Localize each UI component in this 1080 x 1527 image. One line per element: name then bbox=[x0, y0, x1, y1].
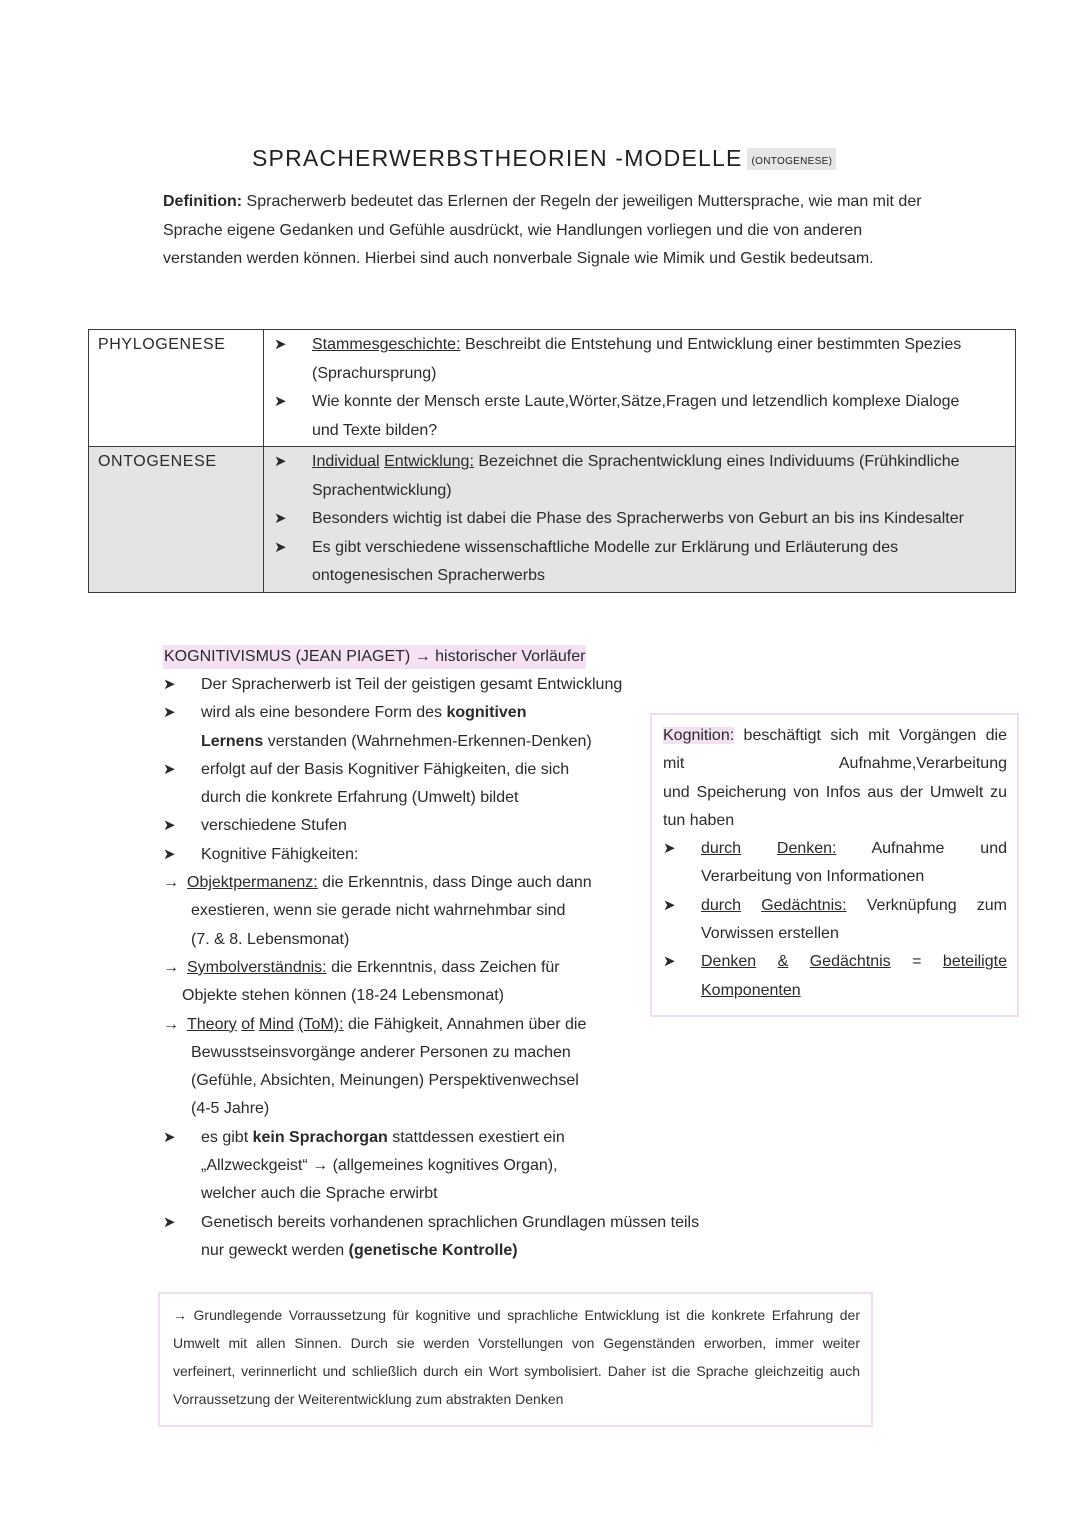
list-item-text: verschiedene Stufen bbox=[201, 817, 347, 835]
term-entwicklung: Entwicklung: bbox=[384, 453, 474, 470]
list-item-text: Beschreibt die Entstehung und Entwicklung einer bestimmten Spezies (Sprachursprung) bbox=[312, 336, 962, 382]
genese-table bbox=[88, 329, 1016, 593]
right-arrow-icon: → bbox=[163, 874, 179, 892]
term-denken: Denken bbox=[701, 953, 757, 971]
term-beteiligte: beteiligte bbox=[942, 953, 1007, 971]
list-item bbox=[163, 1209, 783, 1266]
kognition-definition-cont bbox=[663, 779, 1007, 836]
sub-item-theory-of-mind bbox=[163, 1011, 783, 1124]
arrowhead-bullet-icon: ➤ bbox=[163, 704, 176, 722]
list-item bbox=[264, 534, 1015, 591]
summary-text: → Grundlegende Vorraussetzung für kognitive und sprachliche Entwicklung ist die konkrete Erfahrung der Umwelt mit allen Sinnen. Durch sie werden Vorstellungen von Gegenständen erworben, immer weiter verfeinert, verinnerlicht und schließlich durch ein Wort symbolisiert. Daher ist die Sprache gleichzeitig auch Vorraussetzung der Weiterentwicklung zum abstrakten Denken bbox=[173, 1307, 860, 1407]
arrowhead-bullet-icon: ➤ bbox=[663, 953, 676, 971]
list-item-text: Kognitive Fähigkeiten: bbox=[201, 845, 359, 863]
term-theory: Theory bbox=[187, 1015, 237, 1033]
arrowhead-bullet-icon: ➤ bbox=[163, 817, 176, 835]
term-gedaechtnis: Gedächtnis bbox=[809, 953, 891, 971]
list-item-text: Besonders wichtig ist dabei die Phase des Spracherwerbs von Geburt an bis ins Kindesalter bbox=[312, 510, 964, 527]
list-item-text: durch die konkrete Erfahrung (Umwelt) bildet bbox=[201, 789, 519, 807]
kognition-definition bbox=[663, 722, 1007, 779]
title-main: SPRACHERWERBSTHEORIEN -MODELLE bbox=[252, 145, 743, 171]
term-of: of bbox=[241, 1015, 255, 1033]
term-objektpermanenz: Objektpermanenz: bbox=[187, 874, 318, 892]
list-item-text: Verknüpfung zum Vorwissen erstellen bbox=[701, 896, 1007, 943]
list-item-text: erfolgt auf der Basis Kognitiver Fähigkeiten, die sich bbox=[201, 760, 570, 778]
kognition-box bbox=[650, 713, 1019, 1017]
arrowhead-bullet-icon: ➤ bbox=[163, 1128, 176, 1146]
kognition-text: beschäftigt sich mit Vorgängen die mit Aufnahme,Verarbeitung bbox=[663, 727, 1007, 773]
term-ontogenese: ONTOGENESE bbox=[89, 447, 264, 593]
list-item-text: nur geweckt werden bbox=[201, 1241, 349, 1259]
term-symbolverstaendnis: Symbolverständnis: bbox=[187, 958, 327, 976]
bold-kognitiven: kognitiven bbox=[446, 704, 527, 722]
term-durch: durch bbox=[701, 840, 742, 858]
kognition-label: Kognition: bbox=[663, 727, 735, 744]
list-item bbox=[264, 505, 1015, 534]
page-title bbox=[252, 145, 836, 172]
equals-sign: = bbox=[912, 953, 922, 971]
list-item bbox=[264, 388, 1015, 445]
term-mind: Mind bbox=[259, 1015, 294, 1033]
list-item bbox=[264, 448, 1015, 505]
list-item-text: Wie konnte der Mensch erste Laute,Wörter,Sätze,Fragen und letzendlich komplexe Dialoge und Texte bilden? bbox=[312, 393, 960, 439]
list-item-text: wird als eine besondere Form des bbox=[201, 704, 447, 722]
arrowhead-bullet-icon: ➤ bbox=[274, 453, 287, 470]
term-ampersand: & bbox=[777, 953, 789, 971]
list-item-text: Bezeichnet die Sprachentwicklung eines Individuums (Frühkindliche Sprachentwicklung) bbox=[312, 453, 960, 499]
arrowhead-bullet-icon: ➤ bbox=[163, 676, 176, 693]
definition-label: Definition: bbox=[163, 193, 243, 210]
bold-genetische-kontrolle: (genetische Kontrolle) bbox=[348, 1241, 518, 1259]
term-phylogenese: PHYLOGENESE bbox=[89, 330, 264, 447]
list-item-text: „Allzweckgeist“ → (allgemeines kognitives Organ), bbox=[201, 1157, 558, 1175]
table-row-ontogenese bbox=[89, 447, 1016, 593]
list-item-text: Bewusstseinsvorgänge anderer Personen zu machen bbox=[191, 1043, 571, 1061]
term-denken: Denken: bbox=[776, 840, 837, 858]
list-item-text: (4-5 Jahre) bbox=[191, 1100, 270, 1118]
arrowhead-bullet-icon: ➤ bbox=[163, 845, 176, 863]
arrowhead-bullet-icon: ➤ bbox=[274, 336, 287, 353]
list-item-text: verstanden (Wahrnehmen-Erkennen-Denken) bbox=[263, 732, 592, 750]
list-item-text: welcher auch die Sprache erwirbt bbox=[201, 1185, 438, 1203]
arrowhead-bullet-icon: ➤ bbox=[663, 896, 676, 914]
list-item bbox=[663, 835, 1007, 892]
list-item bbox=[264, 331, 1015, 388]
arrowhead-bullet-icon: ➤ bbox=[274, 510, 287, 527]
summary-box bbox=[158, 1292, 873, 1427]
arrowhead-bullet-icon: ➤ bbox=[163, 760, 176, 778]
ontogenese-description bbox=[264, 447, 1016, 593]
list-item-text: die Erkenntnis, dass Zeichen für bbox=[326, 958, 560, 976]
term-gedaechtnis: Gedächtnis: bbox=[761, 896, 847, 914]
definition-text: Spracherwerb bedeutet das Erlernen der Regeln der jeweiligen Muttersprache, wie man mit der Sprache eigene Gedanken und Gefühle ausdrückt, wie Handlungen vorliegen und die von anderen verstanden werden können. Hierbei sind auch nonverbale Signale wie Mimik und Gestik bedeutsam. bbox=[163, 193, 922, 267]
term-stammesgeschichte: Stammesgeschichte: bbox=[312, 336, 461, 353]
list-item-text: es gibt bbox=[201, 1128, 253, 1146]
kognition-text: und Speicherung von Infos aus der Umwelt zu tun haben bbox=[663, 783, 1007, 829]
list-item-text: (7. & 8. Lebensmonat) bbox=[191, 930, 350, 948]
table-row-phylogenese bbox=[89, 330, 1016, 447]
right-arrow-icon: → bbox=[163, 1015, 179, 1033]
term-tom: (ToM): bbox=[298, 1015, 344, 1033]
list-item bbox=[663, 892, 1007, 949]
list-item bbox=[163, 1124, 783, 1209]
term-komponenten: Komponenten bbox=[701, 981, 801, 999]
list-item-text: die Erkenntnis, dass Dinge auch dann bbox=[317, 874, 592, 892]
definition-paragraph bbox=[163, 188, 923, 274]
list-item-text: stattdessen exestiert ein bbox=[387, 1128, 565, 1146]
phylogenese-description bbox=[264, 330, 1016, 447]
bold-kein-sprachorgan: kein Sprachorgan bbox=[252, 1128, 388, 1146]
arrowhead-bullet-icon: ➤ bbox=[274, 393, 287, 410]
list-item-text: Objekte stehen können (18-24 Lebensmonat) bbox=[182, 987, 504, 1005]
right-arrow-icon: → bbox=[163, 958, 179, 976]
list-item-text: Aufnahme und Verarbeitung von Informationen bbox=[701, 840, 1007, 886]
term-durch: durch bbox=[701, 896, 742, 914]
title-note: (ONTOGENESE) bbox=[747, 148, 837, 170]
list-item bbox=[163, 671, 783, 699]
list-item-text: exestieren, wenn sie gerade nicht wahrnehmbar sind bbox=[191, 902, 566, 920]
arrowhead-bullet-icon: ➤ bbox=[274, 538, 287, 556]
list-item-text: (Gefühle, Absichten, Meinungen) Perspektivenwechsel bbox=[191, 1072, 579, 1090]
arrowhead-bullet-icon: ➤ bbox=[163, 1213, 176, 1231]
list-item-text: die Fähigkeit, Annahmen über die bbox=[343, 1015, 587, 1033]
list-item-text: Es gibt verschiedene wissenschaftliche Modelle zur Erklärung und Erläuterung des ontogenesischen Spracherwerbs bbox=[312, 538, 899, 584]
arrowhead-bullet-icon: ➤ bbox=[663, 840, 676, 858]
kognitivismus-heading: KOGNITIVISMUS (JEAN PIAGET) → historischer Vorläufer bbox=[163, 645, 586, 669]
term-individual: Individual bbox=[312, 453, 380, 470]
list-item-text: Genetisch bereits vorhandenen sprachlichen Grundlagen müssen teils bbox=[201, 1213, 700, 1231]
list-item-text: Der Spracherwerb ist Teil der geistigen gesamt Entwicklung bbox=[201, 676, 623, 693]
bold-lernens: Lernens bbox=[201, 732, 264, 750]
list-item bbox=[663, 948, 1007, 1005]
